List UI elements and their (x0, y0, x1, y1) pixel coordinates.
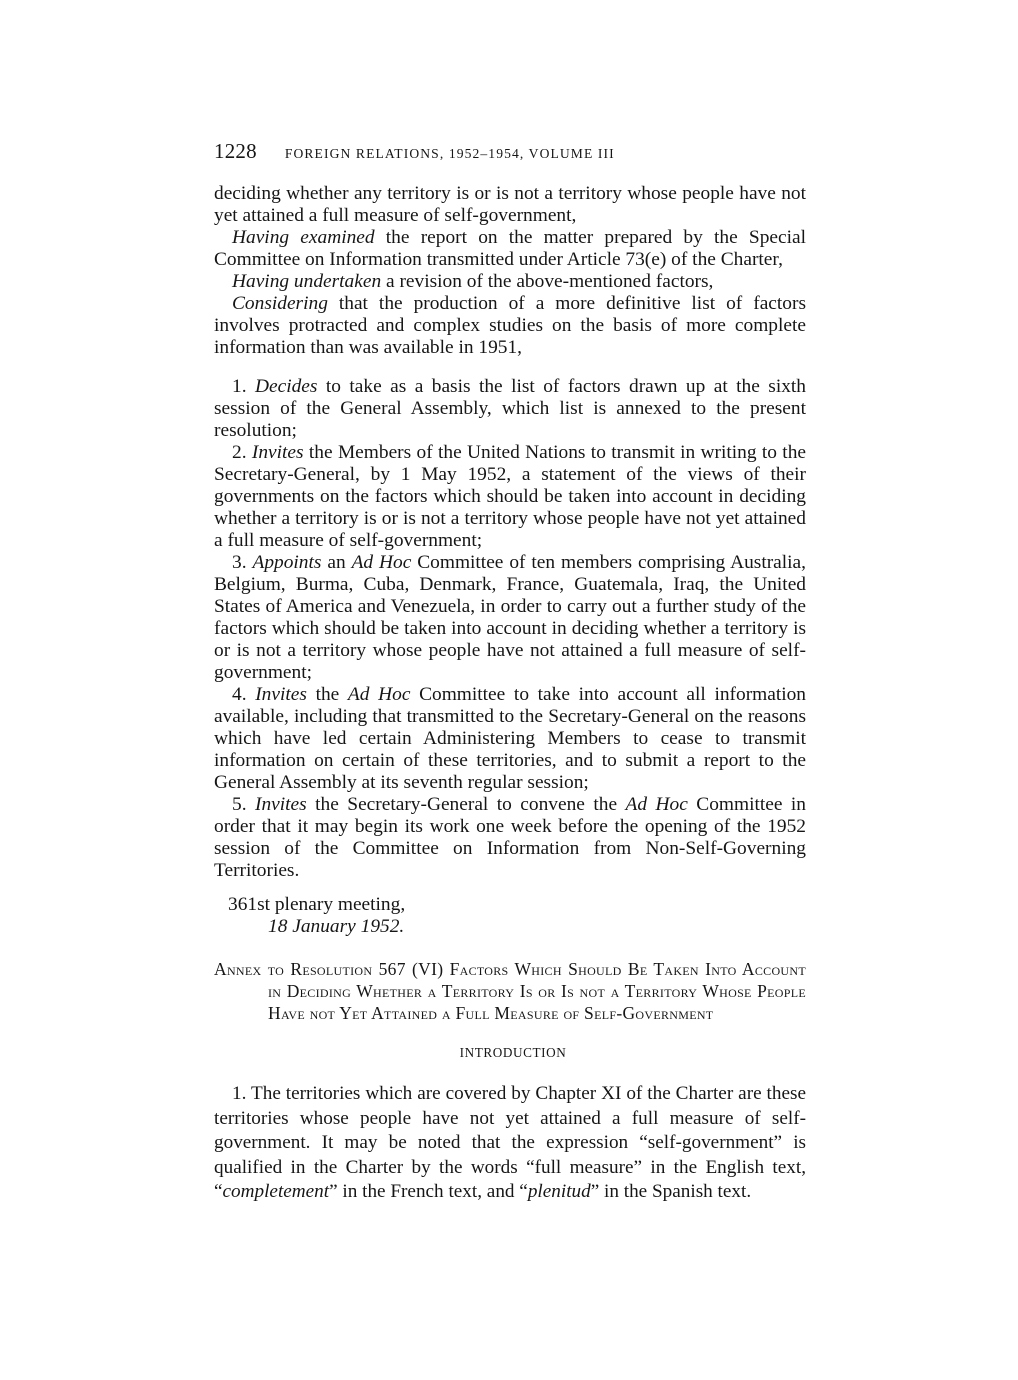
operative-text: an (321, 552, 352, 573)
ad-hoc-term: Ad Hoc (625, 794, 688, 815)
intro-text: ” in the French text, and “ (329, 1181, 528, 1202)
preamble-text: the report on the matter prepared by the Special Committee on Information transmitted under Article 73(e) of the Charter, (214, 227, 806, 270)
running-title: FOREIGN RELATIONS, 1952–1954, VOLUME III (284, 146, 615, 161)
preamble-text: that the production of a more definitive list of factors involves protracted and complex studies on the basis of more complete information than was available in 1951, (214, 293, 806, 358)
operative-paragraph (214, 794, 806, 882)
paragraph-number: 3. (232, 552, 253, 573)
meeting-line: 361st plenary meeting, (228, 894, 406, 915)
paragraph-number: 4. (232, 684, 256, 705)
page-number: 1228 (214, 139, 257, 163)
operative-verb: Appoints (252, 552, 322, 573)
operative-verb: Decides (254, 376, 318, 397)
intro-text: 1. The territories which are covered by Chapter XI of the Charter are these territories whose people have not yet attained a full measure of self-government. It may be noted that the expression “self-government” is qualified in the Charter by the words “full measure” in the English text, “ (214, 1083, 806, 1202)
preamble-text: a revision of the above-mentioned factors, (381, 271, 714, 292)
preamble-paragraph (214, 183, 806, 227)
section-title: INTRODUCTION (459, 1045, 567, 1060)
operative-verb: Invites (255, 794, 307, 815)
operative-paragraph (214, 552, 806, 684)
preamble-verb: Having undertaken (232, 271, 382, 292)
operative-text: Committee of ten members comprising Australia, Belgium, Burma, Cuba, Denmark, France, Guatemala, Iraq, the United States of America and Venezuela, in order to carry out a further study of the factors which should be taken into account in deciding whether a territory is or is not a territory whose people have not attained a full measure of self-government; (214, 552, 807, 683)
ad-hoc-term: Ad Hoc (347, 684, 411, 705)
operative-text: Committee to take into account all information available, including that transmitted to the Secretary-General on the reasons which have led certain Administering Members to cease to transmit information on certain of these territories, and to submit a report to the General Assembly at its seventh regular session; (214, 684, 807, 793)
preamble-paragraph (214, 293, 806, 359)
operative-paragraph (214, 684, 806, 794)
preamble-verb: Having examined (232, 227, 375, 248)
preamble-text: deciding whether any territory is or is not a territory whose people have not yet attained a full measure of self-government, (214, 183, 806, 226)
operative-text: to take as a basis the list of factors drawn up at the sixth session of the General Assembly, which list is annexed to the present resolution; (214, 376, 806, 441)
operative-verb: Invites (255, 684, 307, 705)
preamble-paragraph (214, 227, 806, 271)
annex-heading (214, 958, 806, 1024)
operative-text: Committee in order that it may begin its work one week before the opening of the 1952 session of the Committee on Information from Non-Self-Governing Territories. (214, 794, 806, 881)
french-term: completement (222, 1181, 330, 1202)
paragraph-number: 1. (232, 376, 255, 397)
signature-block (214, 894, 806, 938)
paragraph-number: 5. (232, 794, 255, 815)
operative-paragraph (214, 376, 806, 442)
ad-hoc-term: Ad Hoc (351, 552, 412, 573)
introduction-paragraph (214, 1082, 806, 1205)
intro-text: ” in the Spanish text. (590, 1181, 752, 1202)
annex-heading-text: Annex to Resolution 567 (VI) Factors Which Should Be Taken Into Account in Deciding Whether a Territory Is or Is not a Territory Whose People Have not Yet Attained a Full Measure of Self-Government (214, 959, 806, 1023)
operative-text: the Secretary-General to convene the (306, 794, 626, 815)
paragraph-number: 2. (232, 442, 252, 463)
operative-paragraph (214, 442, 806, 552)
preamble-verb: Considering (232, 293, 328, 314)
operative-text: the (306, 684, 348, 705)
preamble-paragraph (214, 271, 806, 293)
meeting-date: 18 January 1952. (268, 916, 405, 937)
page-header (214, 140, 806, 165)
operative-list (214, 376, 806, 882)
operative-verb: Invites (251, 442, 304, 463)
document-page (214, 140, 806, 1205)
spanish-term: plenitud (527, 1181, 591, 1202)
operative-text: the Members of the United Nations to transmit in writing to the Secretary-General, by 1 May 1952, a statement of the views of their governments on the factors which should be taken into account in deciding whether a territory is or is not a territory whose people have not yet attained a full measure of self-government; (214, 442, 806, 551)
